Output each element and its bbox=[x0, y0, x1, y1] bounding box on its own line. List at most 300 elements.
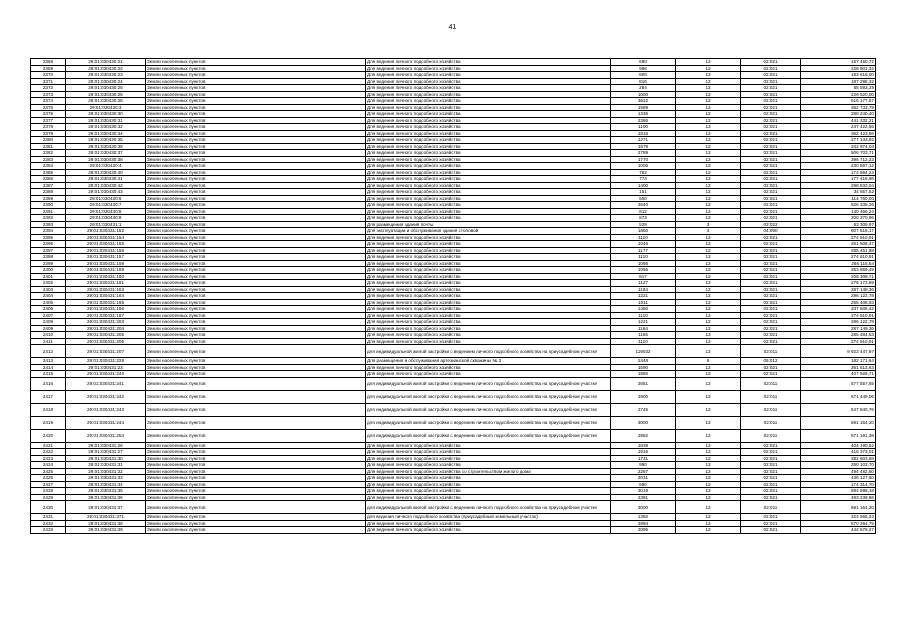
cadastral-number-cell: 29:01:030430:25 bbox=[66, 85, 146, 92]
group-number-cell: 13 bbox=[676, 176, 741, 183]
permitted-use-cell: Для ведения личного подсобного хозяйства bbox=[366, 306, 611, 313]
cadastral-number-cell: 29:01:030430:22 bbox=[66, 65, 146, 72]
row-number-cell: 2372 bbox=[31, 85, 66, 92]
permitted-use-cell: для индивидуальной жилой застройки с ведением личного подсобного хозяйства на приусадебном участке bbox=[366, 501, 611, 514]
land-category-cell: Земли населенных пунктов bbox=[146, 156, 366, 163]
group-number-cell: 13 bbox=[676, 241, 741, 248]
area-cell: 1839 bbox=[611, 442, 676, 449]
land-category-cell: Земли населенных пунктов bbox=[146, 111, 366, 118]
cadastral-number-cell: 29:01:030431:155 bbox=[66, 241, 146, 248]
group-number-cell: 13 bbox=[676, 286, 741, 293]
land-category-cell: Земли населенных пунктов bbox=[146, 169, 366, 176]
area-cell: 680 bbox=[611, 59, 676, 66]
area-cell: 2882 bbox=[611, 429, 676, 442]
row-number-cell: 2425 bbox=[31, 468, 66, 475]
area-cell: 2745 bbox=[611, 403, 676, 416]
code-cell: 02:021 bbox=[741, 449, 801, 456]
land-category-cell: Земли населенных пунктов bbox=[146, 280, 366, 287]
group-number-cell: 13 bbox=[676, 514, 741, 521]
row-number-cell: 2421 bbox=[31, 442, 66, 449]
cadastral-value-cell: 362 733,78 bbox=[801, 104, 876, 111]
cadastral-value-cell: 174 894,24 bbox=[801, 169, 876, 176]
permitted-use-cell: Для ведения личного подсобного хозяйства bbox=[366, 150, 611, 157]
group-number-cell: 13 bbox=[676, 104, 741, 111]
cadastral-value-cell: 276 172,69 bbox=[801, 280, 876, 287]
cadastral-number-cell: 29:01:030431:254 bbox=[66, 429, 146, 442]
permitted-use-cell: Для ведения личного подсобного хозяйства bbox=[366, 72, 611, 79]
land-category-cell: Земли населенных пунктов bbox=[146, 319, 366, 326]
cadastral-value-cell: 287 149,36 bbox=[801, 325, 876, 332]
code-cell: 02:021 bbox=[741, 306, 801, 313]
cadastral-value-cell: 274 810,91 bbox=[801, 234, 876, 241]
code-cell: 02:021 bbox=[741, 124, 801, 131]
code-cell: 02:021 bbox=[741, 312, 801, 319]
group-number-cell: 13 bbox=[676, 267, 741, 274]
land-category-cell: Земли населенных пунктов bbox=[146, 286, 366, 293]
cadastral-number-cell: 29:01:030431:35 bbox=[66, 488, 146, 495]
row-number-cell: 2382 bbox=[31, 150, 66, 157]
row-number-cell: 2424 bbox=[31, 462, 66, 469]
group-number-cell: 13 bbox=[676, 501, 741, 514]
row-number-cell: 2423 bbox=[31, 455, 66, 462]
area-cell: 773 bbox=[611, 176, 676, 183]
code-cell: 02:021 bbox=[741, 234, 801, 241]
cadastral-value-cell: 263 859,49 bbox=[801, 267, 876, 274]
group-number-cell: 13 bbox=[676, 475, 741, 482]
land-category-cell: Земли населенных пунктов bbox=[146, 241, 366, 248]
group-number-cell: 4 bbox=[676, 228, 741, 235]
area-cell: 1589 bbox=[611, 104, 676, 111]
cadastral-value-cell: 230 897,12 bbox=[801, 163, 876, 170]
group-number-cell: 6 bbox=[676, 358, 741, 365]
row-number-cell: 2387 bbox=[31, 182, 66, 189]
group-number-cell: 13 bbox=[676, 254, 741, 261]
code-cell: 02:021 bbox=[741, 293, 801, 300]
code-cell: 02:021 bbox=[741, 364, 801, 371]
group-number-cell: 13 bbox=[676, 462, 741, 469]
code-cell: 02:021 bbox=[741, 163, 801, 170]
group-number-cell: 13 bbox=[676, 494, 741, 501]
permitted-use-cell: Для ведения личного подсобного хозяйства bbox=[366, 267, 611, 274]
land-category-cell: Земли населенных пунктов bbox=[146, 306, 366, 313]
area-cell: 1177 bbox=[611, 247, 676, 254]
cadastral-value-cell: 140 466,24 bbox=[801, 208, 876, 215]
code-cell: 02:021 bbox=[741, 195, 801, 202]
permitted-use-cell: Для ведения личного подсобного хозяйства bbox=[366, 85, 611, 92]
cadastral-value-cell: 441 332,21 bbox=[801, 117, 876, 124]
code-cell: 02:021 bbox=[741, 325, 801, 332]
cadastral-number-cell: 29:01:030430:23 bbox=[66, 72, 146, 79]
land-category-cell: Земли населенных пунктов bbox=[146, 273, 366, 280]
area-cell: 2900 bbox=[611, 390, 676, 403]
permitted-use-cell: Для ведения личного подсобного хозяйства bbox=[366, 312, 611, 319]
area-cell: 1590 bbox=[611, 364, 676, 371]
area-cell: 1110 bbox=[611, 312, 676, 319]
area-cell: 1127 bbox=[611, 280, 676, 287]
code-cell: 02:021 bbox=[741, 488, 801, 495]
code-cell: 02:011 bbox=[741, 377, 801, 390]
area-cell: 2381 bbox=[611, 494, 676, 501]
code-cell: 02:011 bbox=[741, 345, 801, 358]
code-cell: 02:011 bbox=[741, 390, 801, 403]
cadastral-value-cell: 570 264,75 bbox=[801, 520, 876, 527]
table-row bbox=[31, 345, 876, 358]
land-category-cell: Земли населенных пунктов bbox=[146, 462, 366, 469]
row-number-cell: 2383 bbox=[31, 156, 66, 163]
cadastral-value-cell: 594 898,18 bbox=[801, 488, 876, 495]
code-cell: 02:021 bbox=[741, 130, 801, 137]
group-number-cell: 13 bbox=[676, 338, 741, 345]
area-cell: 1916 bbox=[611, 449, 676, 456]
code-cell: 05:012 bbox=[741, 358, 801, 365]
group-number-cell: 13 bbox=[676, 98, 741, 105]
land-category-cell: Земли населенных пунктов bbox=[146, 189, 366, 196]
cadastral-number-cell: 29:01:030430:38 bbox=[66, 156, 146, 163]
permitted-use-cell: для индивидуальной жилой застройки с ведением личного подсобного хозяйства на приусадебном участке bbox=[366, 416, 611, 429]
code-cell: 02:021 bbox=[741, 104, 801, 111]
cadastral-value-cell: 407 928,71 bbox=[801, 371, 876, 378]
code-cell: 02:011 bbox=[741, 403, 801, 416]
land-category-cell: Земли населенных пунктов bbox=[146, 358, 366, 365]
code-cell: 02:021 bbox=[741, 169, 801, 176]
cadastral-number-cell: 29:01:030430:26 bbox=[66, 91, 146, 98]
area-cell: 529 bbox=[611, 221, 676, 228]
area-cell: 3622 bbox=[611, 98, 676, 105]
cadastral-value-cell: 547 840,76 bbox=[801, 403, 876, 416]
cadastral-number-cell: 29:01:030431:205 bbox=[66, 332, 146, 339]
land-category-cell: Земли населенных пунктов bbox=[146, 488, 366, 495]
group-number-cell: 13 bbox=[676, 208, 741, 215]
code-cell: 02:021 bbox=[741, 494, 801, 501]
permitted-use-cell: Для ведения личного подсобного хозяйства bbox=[366, 202, 611, 209]
cadastral-value-cell: 591 154,20 bbox=[801, 501, 876, 514]
permitted-use-cell: Для ведения личного подсобного хозяйства bbox=[366, 449, 611, 456]
code-cell: 02:021 bbox=[741, 72, 801, 79]
code-cell: 02:021 bbox=[741, 208, 801, 215]
group-number-cell: 13 bbox=[676, 111, 741, 118]
cadastral-value-cell: 324 655,23 bbox=[801, 514, 876, 521]
permitted-use-cell: Для ведения личного подсобного хозяйства bbox=[366, 104, 611, 111]
group-number-cell: 13 bbox=[676, 260, 741, 267]
cadastral-value-cell: 577 557,55 bbox=[801, 377, 876, 390]
code-cell: 03:022 bbox=[741, 221, 801, 228]
cadastral-number-cell: 29:01:030431:159 bbox=[66, 267, 146, 274]
permitted-use-cell: Для ведения личного подсобного хозяйства bbox=[366, 299, 611, 306]
cadastral-number-cell: 29:01:030431:39 bbox=[66, 527, 146, 534]
code-cell: 02:021 bbox=[741, 273, 801, 280]
row-number-cell: 2396 bbox=[31, 241, 66, 248]
row-number-cell: 2379 bbox=[31, 130, 66, 137]
area-cell: 1100 bbox=[611, 124, 676, 131]
cadastral-value-cell: 288 240,40 bbox=[801, 111, 876, 118]
cadastral-number-cell: 29:01:030430:31 bbox=[66, 117, 146, 124]
row-number-cell: 2368 bbox=[31, 59, 66, 66]
group-number-cell: 13 bbox=[676, 78, 741, 85]
group-number-cell: 13 bbox=[676, 416, 741, 429]
code-cell: 02:021 bbox=[741, 267, 801, 274]
cadastral-number-cell: 29:01:030430:4 bbox=[66, 163, 146, 170]
cadastral-number-cell: 29:01:030430:34 bbox=[66, 130, 146, 137]
group-number-cell: 13 bbox=[676, 481, 741, 488]
permitted-use-cell: Для ведения личного подсобного хозяйства bbox=[366, 195, 611, 202]
code-cell: 02:021 bbox=[741, 85, 801, 92]
table-row bbox=[31, 377, 876, 390]
code-cell: 02:011 bbox=[741, 416, 801, 429]
code-cell: 02:021 bbox=[741, 176, 801, 183]
group-number-cell: 13 bbox=[676, 299, 741, 306]
code-cell: 02:021 bbox=[741, 137, 801, 144]
code-cell: 02:021 bbox=[741, 455, 801, 462]
land-category-cell: Земли населенных пунктов bbox=[146, 416, 366, 429]
row-number-cell: 2384 bbox=[31, 163, 66, 170]
cadastral-value-cell: 382 603,68 bbox=[801, 455, 876, 462]
row-number-cell: 2418 bbox=[31, 403, 66, 416]
cadastral-value-cell: 298 833,04 bbox=[801, 182, 876, 189]
group-number-cell: 13 bbox=[676, 150, 741, 157]
code-cell: 02:021 bbox=[741, 247, 801, 254]
group-number-cell: 13 bbox=[676, 215, 741, 222]
land-category-cell: Земли населенных пунктов bbox=[146, 371, 366, 378]
code-cell: 02:011 bbox=[741, 501, 801, 514]
area-cell: 2448 bbox=[611, 358, 676, 365]
row-number-cell: 2400 bbox=[31, 267, 66, 274]
row-number-cell: 2414 bbox=[31, 364, 66, 371]
land-category-cell: Земли населенных пунктов bbox=[146, 325, 366, 332]
row-number-cell: 2370 bbox=[31, 72, 66, 79]
group-number-cell: 13 bbox=[676, 72, 741, 79]
group-number-cell: 13 bbox=[676, 293, 741, 300]
code-cell: 02:021 bbox=[741, 475, 801, 482]
land-category-cell: Земли населенных пунктов bbox=[146, 514, 366, 521]
permitted-use-cell: Для ведения личного подсобного хозяйства bbox=[366, 176, 611, 183]
land-category-cell: Земли населенных пунктов bbox=[146, 59, 366, 66]
permitted-use-cell: Для ведения личного подсобного хозяйства bbox=[366, 481, 611, 488]
group-number-cell: 13 bbox=[676, 345, 741, 358]
row-number-cell: 2374 bbox=[31, 98, 66, 105]
land-category-cell: Земли населенных пунктов bbox=[146, 104, 366, 111]
row-number-cell: 2417 bbox=[31, 390, 66, 403]
area-cell: 1392 bbox=[611, 514, 676, 521]
row-number-cell: 2405 bbox=[31, 299, 66, 306]
permitted-use-cell: Для размещения здания почты bbox=[366, 221, 611, 228]
area-cell: 1336 bbox=[611, 111, 676, 118]
group-number-cell: 13 bbox=[676, 455, 741, 462]
row-number-cell: 2392 bbox=[31, 215, 66, 222]
group-number-cell: 13 bbox=[676, 117, 741, 124]
row-number-cell: 2386 bbox=[31, 176, 66, 183]
permitted-use-cell: Для ведения личного подсобного хозяйства bbox=[366, 182, 611, 189]
cadastral-number-cell: 29:01:030430:8 bbox=[66, 208, 146, 215]
row-number-cell: 2419 bbox=[31, 416, 66, 429]
permitted-use-cell: Для размещения и обслуживания артезианской скважины № 3 bbox=[366, 358, 611, 365]
permitted-use-cell: Для ведения личного подсобного хозяйства bbox=[366, 117, 611, 124]
land-category-cell: Земли населенных пунктов bbox=[146, 208, 366, 215]
cadastral-value-cell: 506 703,71 bbox=[801, 150, 876, 157]
permitted-use-cell: Для ведения личного подсобного хозяйства со строительством жилого дома bbox=[366, 468, 611, 475]
permitted-use-cell: Для ведения личного подсобного хозяйства bbox=[366, 280, 611, 287]
row-number-cell: 2406 bbox=[31, 306, 66, 313]
area-cell: 1850 bbox=[611, 371, 676, 378]
row-number-cell: 2399 bbox=[31, 260, 66, 267]
group-number-cell: 13 bbox=[676, 189, 741, 196]
code-cell: 02:021 bbox=[741, 462, 801, 469]
row-number-cell: 2393 bbox=[31, 221, 66, 228]
row-number-cell: 2407 bbox=[31, 312, 66, 319]
cadastral-value-cell: 182 171,64 bbox=[801, 358, 876, 365]
cadastral-number-cell: 29:01:030431:371 bbox=[66, 514, 146, 521]
permitted-use-cell: Для ведения личного подсобного хозяйства bbox=[366, 520, 611, 527]
permitted-use-cell: Для ведения личного подсобного хозяйства bbox=[366, 371, 611, 378]
row-number-cell: 2403 bbox=[31, 286, 66, 293]
cadastral-value-cell: 591 154,20 bbox=[801, 416, 876, 429]
land-category-cell: Земли населенных пунктов bbox=[146, 163, 366, 170]
cadastral-value-cell: 266 115,54 bbox=[801, 260, 876, 267]
row-number-cell: 2390 bbox=[31, 202, 66, 209]
cadastral-number-cell: 29:01:030431:206 bbox=[66, 338, 146, 345]
code-cell: 02:021 bbox=[741, 286, 801, 293]
permitted-use-cell: Для ведения личного подсобного хозяйства bbox=[366, 137, 611, 144]
code-cell: 02:021 bbox=[741, 182, 801, 189]
area-cell: 1046 bbox=[611, 241, 676, 248]
area-cell: 2095 bbox=[611, 527, 676, 534]
cadastral-number-cell: 29:01:030431:157 bbox=[66, 254, 146, 261]
cadastral-number-cell: 29:01:030431:33 bbox=[66, 475, 146, 482]
code-cell: 02:021 bbox=[741, 215, 801, 222]
area-cell: 1066 bbox=[611, 260, 676, 267]
cadastral-number-cell: 29:01:030430:35 bbox=[66, 137, 146, 144]
cadastral-number-cell: 29:01:030431:152 bbox=[66, 228, 146, 235]
cadastral-number-cell: 29:01:030430:9 bbox=[66, 215, 146, 222]
cadastral-number-cell: 29:01:030431:32 bbox=[66, 468, 146, 475]
permitted-use-cell: Для ведения личного подсобного хозяйства bbox=[366, 442, 611, 449]
land-category-cell: Земли населенных пунктов bbox=[146, 338, 366, 345]
cadastral-value-cell: 607 616,17 bbox=[801, 228, 876, 235]
cadastral-value-cell: 285 451,88 bbox=[801, 247, 876, 254]
group-number-cell: 13 bbox=[676, 280, 741, 287]
group-number-cell: 13 bbox=[676, 156, 741, 163]
code-cell: 02:021 bbox=[741, 332, 801, 339]
land-category-cell: Земли населенных пунктов bbox=[146, 332, 366, 339]
cadastral-value-cell: 404 190,52 bbox=[801, 442, 876, 449]
permitted-use-cell: Для ведения личного подсобного хозяйства bbox=[366, 475, 611, 482]
land-category-cell: Земли населенных пунктов bbox=[146, 202, 366, 209]
area-cell: 762 bbox=[611, 169, 676, 176]
cadastral-number-cell: 29:01:030431:26 bbox=[66, 442, 146, 449]
group-number-cell: 13 bbox=[676, 234, 741, 241]
row-number-cell: 2422 bbox=[31, 449, 66, 456]
land-category-cell: Земли населенных пунктов bbox=[146, 520, 366, 527]
land-category-cell: Земли населенных пунктов bbox=[146, 449, 366, 456]
cadastral-value-cell: 157 450,72 bbox=[801, 59, 876, 66]
permitted-use-cell: Для ведения личного подсобного хозяйства bbox=[366, 455, 611, 462]
permitted-use-cell: Для ведения личного подсобного хозяйства bbox=[366, 169, 611, 176]
cadastral-number-cell: 29:01:030431:244 bbox=[66, 416, 146, 429]
area-cell: 1579 bbox=[611, 143, 676, 150]
row-number-cell: 2412 bbox=[31, 345, 66, 358]
permitted-use-cell: для индивидуальной жилой застройки с ведением личного подсобного хозяйства на приусадебном участке bbox=[366, 403, 611, 416]
cadastral-value-cell: 274 810,91 bbox=[801, 312, 876, 319]
cadastral-number-cell: 29:01:030430:36 bbox=[66, 143, 146, 150]
cadastral-number-cell: 29:01:030431:203 bbox=[66, 319, 146, 326]
land-category-cell: Земли населенных пунктов bbox=[146, 117, 366, 124]
area-cell: 1721 bbox=[611, 455, 676, 462]
cadastral-number-cell: 29:01:030431:242 bbox=[66, 390, 146, 403]
permitted-use-cell: Для ведения личного подсобного хозяйства bbox=[366, 527, 611, 534]
cadastral-number-cell: 29:01:030430:21 bbox=[66, 59, 146, 66]
code-cell: 02:021 bbox=[741, 189, 801, 196]
table-row bbox=[31, 527, 876, 534]
cadastral-number-cell: 29:01:030431:240 bbox=[66, 371, 146, 378]
cadastral-number-cell: 29:01:030430:7 bbox=[66, 202, 146, 209]
permitted-use-cell: Для ведения личного подсобного хозяйства bbox=[366, 319, 611, 326]
area-cell: 1165 bbox=[611, 332, 676, 339]
group-number-cell: 13 bbox=[676, 273, 741, 280]
row-number-cell: 2408 bbox=[31, 319, 66, 326]
row-number-cell: 2402 bbox=[31, 280, 66, 287]
row-number-cell: 2397 bbox=[31, 247, 66, 254]
area-cell: 1000 bbox=[611, 91, 676, 98]
cadastral-value-cell: 65 593,28 bbox=[801, 85, 876, 92]
cadastral-number-cell: 29:01:030431:167 bbox=[66, 312, 146, 319]
cadastral-value-cell: 229 520,00 bbox=[801, 91, 876, 98]
land-category-cell: Земли населенных пунктов bbox=[146, 377, 366, 390]
cadastral-value-cell: 361 513,63 bbox=[801, 364, 876, 371]
table-row bbox=[31, 390, 876, 403]
cadastral-value-cell: 444 576,27 bbox=[801, 527, 876, 534]
cadastral-value-cell: 342 974,03 bbox=[801, 143, 876, 150]
cadastral-number-cell: 29:01:030430:24 bbox=[66, 78, 146, 85]
cadastral-number-cell: 29:01:030430:40 bbox=[66, 169, 146, 176]
area-cell: 1184 bbox=[611, 325, 676, 332]
land-category-cell: Земли населенных пунктов bbox=[146, 72, 366, 79]
area-cell: 284 bbox=[611, 85, 676, 92]
cadastral-value-cell: 228 601,32 bbox=[801, 65, 876, 72]
row-number-cell: 2432 bbox=[31, 520, 66, 527]
cadastral-value-cell: 177 418,96 bbox=[801, 176, 876, 183]
row-number-cell: 2415 bbox=[31, 371, 66, 378]
code-cell: 02:021 bbox=[741, 514, 801, 521]
cadastral-number-cell: 29:01:030431:161 bbox=[66, 280, 146, 287]
permitted-use-cell: Для ведения личного подсобного хозяйства bbox=[366, 78, 611, 85]
area-cell: 817 bbox=[611, 273, 676, 280]
permitted-use-cell: Для ведения личного подсобного хозяйства bbox=[366, 241, 611, 248]
row-number-cell: 2381 bbox=[31, 143, 66, 150]
area-cell: 2267 bbox=[611, 468, 676, 475]
land-category-cell: Земли населенных пунктов bbox=[146, 215, 366, 222]
group-number-cell: 13 bbox=[676, 371, 741, 378]
cadastral-value-cell: 277 133,92 bbox=[801, 137, 876, 144]
code-cell: 02:021 bbox=[741, 78, 801, 85]
group-number-cell: 3 bbox=[676, 221, 741, 228]
land-category-cell: Земли населенных пунктов bbox=[146, 247, 366, 254]
permitted-use-cell: Для ведения личного подсобного хозяйства bbox=[366, 98, 611, 105]
cadastral-value-cell: 285 484,53 bbox=[801, 332, 876, 339]
area-cell: 873 bbox=[611, 215, 676, 222]
land-category-cell: Земли населенных пунктов bbox=[146, 527, 366, 534]
group-number-cell: 13 bbox=[676, 325, 741, 332]
land-category-cell: Земли населенных пунктов bbox=[146, 78, 366, 85]
area-cell: 2894 bbox=[611, 520, 676, 527]
cadastral-value-cell: 114 760,00 bbox=[801, 195, 876, 202]
area-cell: 2651 bbox=[611, 377, 676, 390]
row-number-cell: 2388 bbox=[31, 189, 66, 196]
code-cell: 02:021 bbox=[741, 481, 801, 488]
group-number-cell: 13 bbox=[676, 449, 741, 456]
cadastral-value-cell: 250 103,70 bbox=[801, 462, 876, 469]
area-cell: 1850 bbox=[611, 228, 676, 235]
area-cell: 119032 bbox=[611, 345, 676, 358]
permitted-use-cell: для ведения личного подсобного хозяйства (приусадебный земельный участок) bbox=[366, 514, 611, 521]
